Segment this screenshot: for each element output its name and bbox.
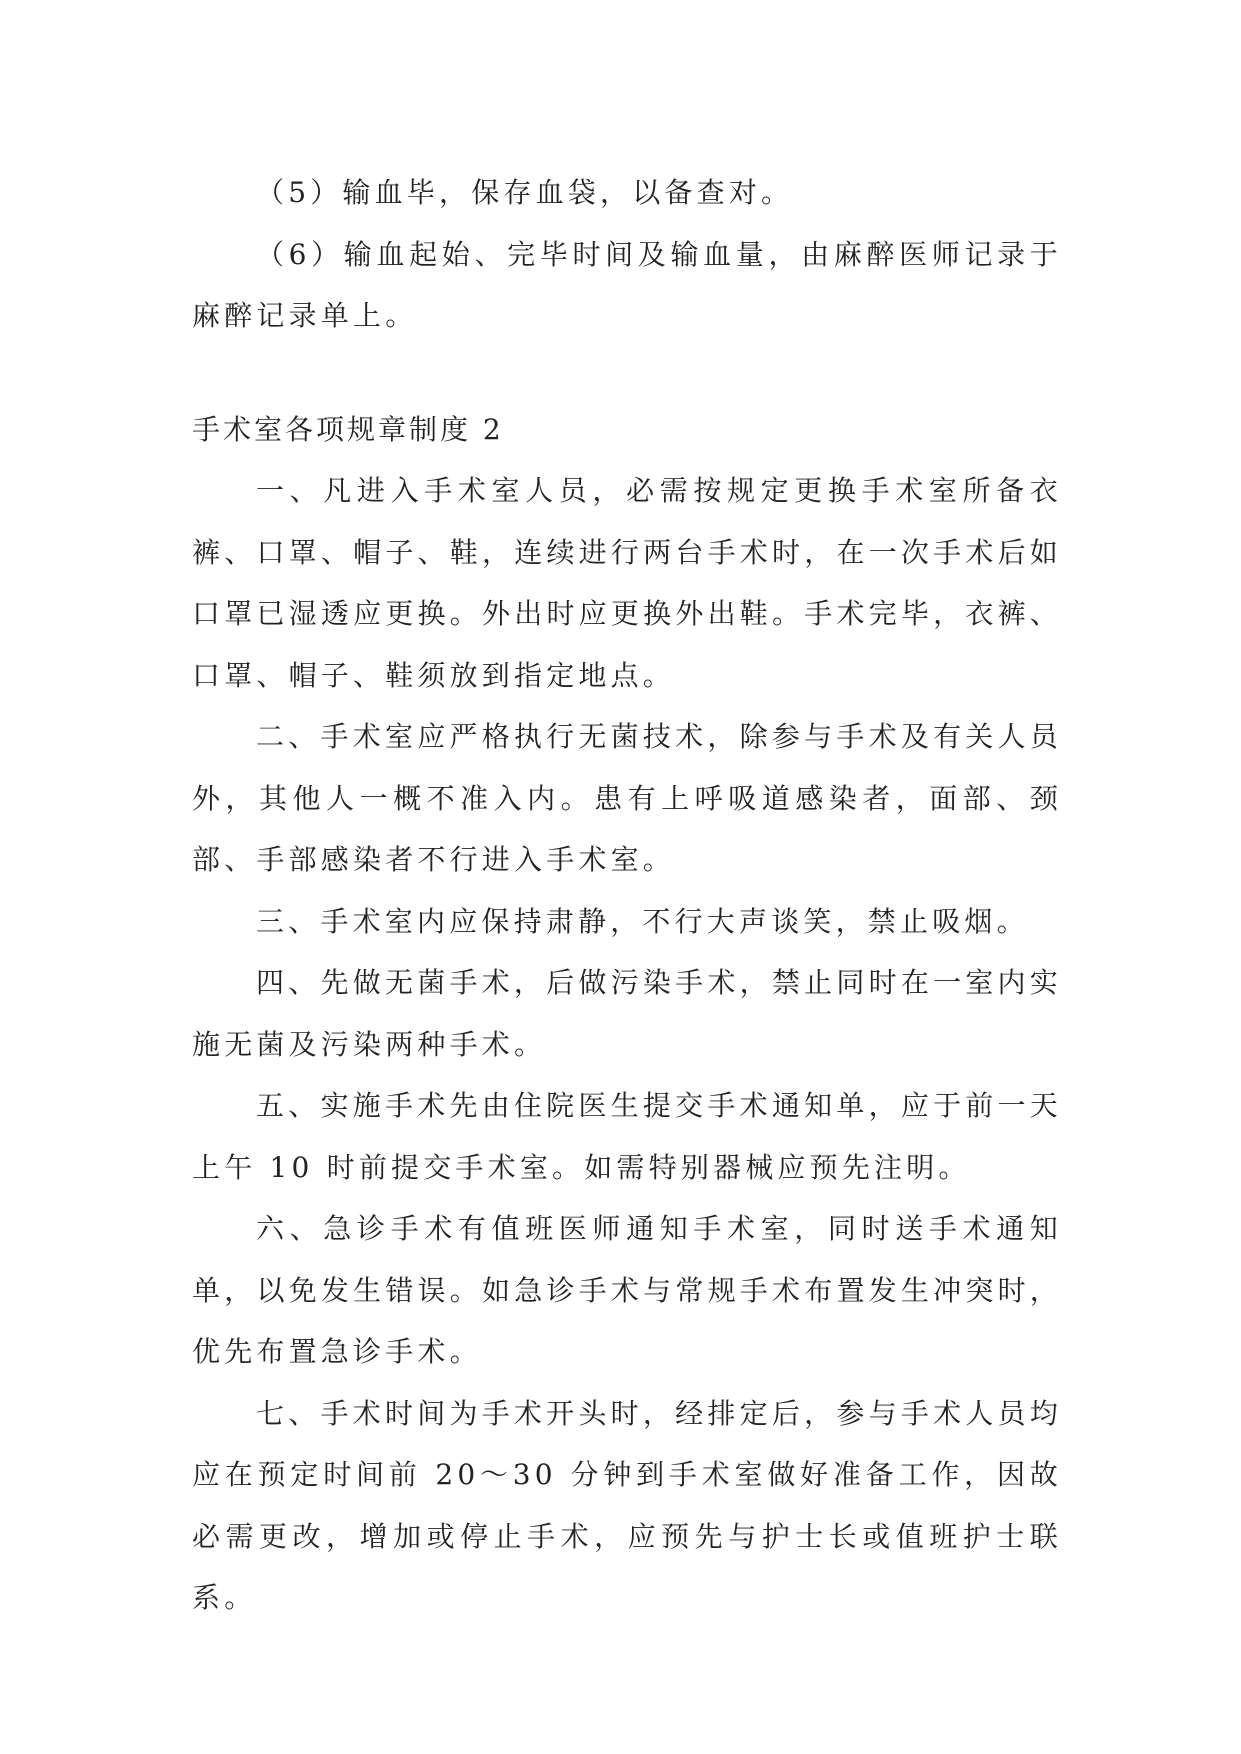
rule-paragraph-5: 五、实施手术先由住院医生提交手术通知单，应于前一天上午 10 时前提交手术室。如需特别器械应预先注明。 (192, 1089, 1062, 1184)
rule-paragraph-2: 二、手术室应严格执行无菌技术，除参与手术及有关人员外，其他人一概不准入内。患有上呼吸道感染者，面部、颈部、手部感染者不行进入手术室。 (192, 720, 1062, 876)
rule-paragraph-6: 六、急诊手术有值班医师通知手术室，同时送手术通知单，以免发生错误。如急诊手术与常规手术布置发生冲突时，优先布置急诊手术。 (192, 1212, 1062, 1368)
document-body (192, 162, 1062, 1629)
section-title: 手术室各项规章制度 2 (192, 412, 504, 446)
rule-paragraph-3: 三、手术室内应保持肃静，不行大声谈笑，禁止吸烟。 (256, 904, 1029, 938)
blood-transfusion-section (192, 162, 1062, 347)
operating-room-rules-section (192, 399, 1062, 1629)
rule-paragraph-7: 七、手术时间为手术开头时，经排定后，参与手术人员均应在预定时间前 20～30 分钟到手术室做好准备工作，因故必需更改，增加或停止手术，应预先与护士长或值班护士联系。 (192, 1396, 1062, 1614)
paragraph-item-6: （6）输血起始、完毕时间及输血量，由麻醉医师记录于麻醉记录单上。 (192, 237, 1062, 332)
rule-paragraph-4: 四、先做无菌手术，后做污染手术，禁止同时在一室内实施无菌及污染两种手术。 (192, 966, 1062, 1061)
paragraph-item-5: （5）输血毕，保存血袋，以备查对。 (256, 176, 794, 209)
section-gap (192, 347, 1062, 399)
rule-paragraph-1: 一、凡进入手术室人员，必需按规定更换手术室所备衣裤、口罩、帽子、鞋，连续进行两台手术时，在一次手术后如口罩已湿透应更换。外出时应更换外出鞋。手术完毕，衣裤、口罩、帽子、鞋须放到指定地点。 (192, 474, 1062, 692)
